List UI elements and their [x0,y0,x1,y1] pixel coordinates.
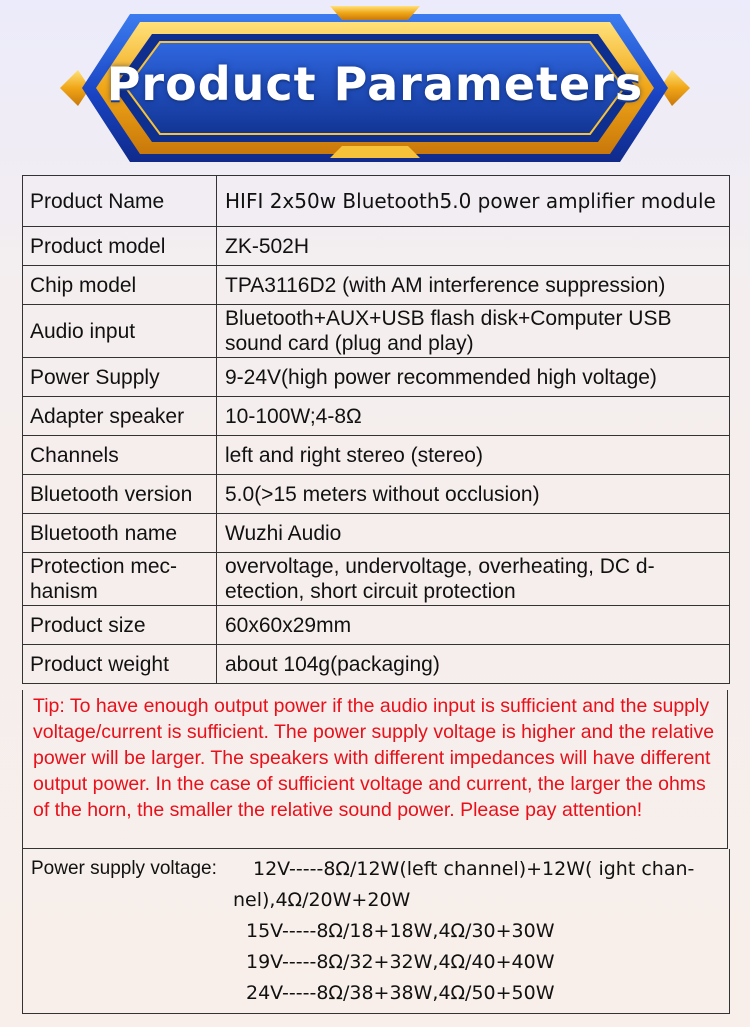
param-label: Adapter speaker [23,397,217,436]
tip-note: Tip: To have enough output power if the audio input is sufficient and the supply voltage/current is sufficient. The power supply voltage is higher and the relative power will be larger. The speakers with different impedances will have different output power. In the case of sufficient voltage and current, the larger the ohms of the horn, the smaller the relative sound power. Please pay attention! [22,690,728,849]
table-row [23,553,730,606]
param-value: 60x60x29mm [217,606,730,645]
power-supply-line: 19V-----8Ω/32+32W,4Ω/40+40W [246,951,555,973]
table-row [23,358,730,397]
table-row [23,606,730,645]
param-label: Product size [23,606,217,645]
param-label: Product weight [23,645,217,684]
param-label: Product Name [23,176,217,227]
table-row [23,227,730,266]
power-supply-line: 12V-----8Ω/12W(left channel)+12W( ight chan- [253,858,695,880]
param-value: 5.0(>15 meters without occlusion) [217,475,730,514]
table-row [23,397,730,436]
power-supply-line: 24V-----8Ω/38+38W,4Ω/50+50W [246,982,555,1004]
param-label: Product model [23,227,217,266]
param-label: Channels [23,436,217,475]
product-name-value: HIFI 2x50w Bluetooth5.0 power amplifier module [225,188,716,213]
param-value: 10-100W;4-8Ω [217,397,730,436]
table-row [23,305,730,358]
param-label: Power Supply [23,358,217,397]
power-supply-label: Power supply voltage: [31,858,217,879]
param-value: TPA3116D2 (with AM interference suppression) [217,266,730,305]
table-row [23,645,730,684]
param-value: Bluetooth+AUX+USB flash disk+Computer USB sound card (plug and play) [217,305,730,358]
param-value [217,176,730,227]
param-label: Bluetooth version [23,475,217,514]
table-row [23,475,730,514]
header-banner [0,0,750,165]
param-value: Wuzhi Audio [217,514,730,553]
power-supply-section [22,849,730,1014]
power-supply-line: nel),4Ω/20W+20W [233,889,411,911]
page-title: Product Parameters [106,57,644,111]
param-label: Bluetooth name [23,514,217,553]
power-supply-line: 15V-----8Ω/18+18W,4Ω/30+30W [246,920,555,942]
param-value: 9-24V(high power recommended high voltage) [217,358,730,397]
param-label: Audio input [23,305,217,358]
param-value: overvoltage, undervoltage, overheating, DC d-etection, short circuit protection [217,553,730,606]
param-value: ZK-502H [217,227,730,266]
table-row [23,514,730,553]
table-row [23,436,730,475]
param-value: left and right stereo (stereo) [217,436,730,475]
table-row [23,266,730,305]
param-label: Chip model [23,266,217,305]
parameters-table [22,175,730,684]
table-row [23,176,730,227]
param-label: Protection mec-hanism [23,553,217,606]
param-value: about 104g(packaging) [217,645,730,684]
